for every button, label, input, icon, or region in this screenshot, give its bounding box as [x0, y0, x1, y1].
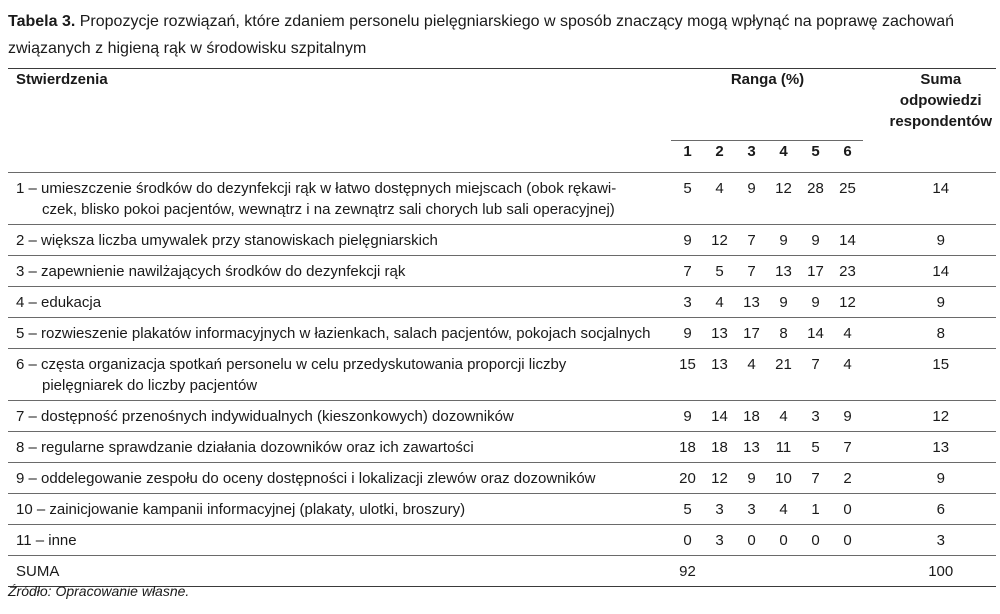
rank-number: 5: [799, 141, 831, 173]
total-row: [8, 556, 996, 587]
table-caption: [8, 8, 992, 62]
statement-cell: [8, 256, 671, 287]
statement-cell: [8, 349, 671, 401]
statement-text: [16, 530, 667, 551]
rank-value: 17: [799, 256, 831, 287]
statement-text: [16, 230, 667, 251]
rank-value: 14: [831, 225, 863, 256]
rank-value: 7: [735, 225, 767, 256]
rank-number: 4: [767, 141, 799, 173]
rank-value: 0: [831, 525, 863, 556]
statement-line: 10 – zainicjowanie kampanii informacyjnej (plakaty, ulotki, broszury): [16, 501, 466, 518]
rank-value: 9: [671, 401, 703, 432]
rank-value: 10: [767, 463, 799, 494]
table-label: Tabela 3.: [8, 13, 76, 30]
rank-value: 9: [799, 225, 831, 256]
rank-value: 13: [735, 432, 767, 463]
rank-value: 0: [831, 494, 863, 525]
statement-line: pielęgniarek do liczby pacjentów: [42, 377, 258, 394]
sum-value: 14: [885, 173, 996, 225]
rank-value: 12: [767, 173, 799, 225]
rank-value: 23: [831, 256, 863, 287]
rank-value: 12: [703, 463, 735, 494]
rank-value: 4: [831, 349, 863, 401]
rank-value: 9: [831, 401, 863, 432]
rank-value: 20: [671, 463, 703, 494]
rank-value: 9: [799, 287, 831, 318]
sum-value: 13: [885, 432, 996, 463]
rank-value: 25: [831, 173, 863, 225]
sum-value: 9: [885, 287, 996, 318]
rank-value: 3: [735, 494, 767, 525]
total-label: SUMA: [8, 556, 671, 587]
header-sum-line1: Suma: [920, 71, 962, 88]
rank-value: 15: [671, 349, 703, 401]
header-row: [8, 69, 996, 141]
sum-value: 3: [885, 525, 996, 556]
rank-value: 2: [831, 463, 863, 494]
data-table: [8, 68, 996, 587]
rank-value: 4: [703, 173, 735, 225]
rank-value: 8: [767, 318, 799, 349]
rank-value: 0: [671, 525, 703, 556]
rank-value: 9: [735, 173, 767, 225]
table-title: Propozycje rozwiązań, które zdaniem personelu pielęgniarskiego w sposób znaczący mogą wpłynąć na poprawę zachowań związanych z higieną rąk w środowisku szpitalnym: [8, 13, 955, 57]
statement-cell: [8, 287, 671, 318]
statement-text: [16, 354, 667, 396]
rank-value: 17: [735, 318, 767, 349]
statement-cell: [8, 401, 671, 432]
table-row: [8, 494, 996, 525]
rank-value: 5: [703, 256, 735, 287]
rank-value: 4: [767, 494, 799, 525]
statement-text: [16, 406, 667, 427]
rank-value: 1: [799, 494, 831, 525]
statement-cell: [8, 525, 671, 556]
rank-value: 12: [703, 225, 735, 256]
header-sum: [885, 69, 996, 141]
table-row: [8, 287, 996, 318]
rank-value: 18: [671, 432, 703, 463]
sum-value: 9: [885, 225, 996, 256]
total-rank-value: 92: [671, 556, 703, 587]
statement-line: 1 – umieszczenie środków do dezynfekcji rąk w łatwo dostępnych miejscach (obok rękawi-: [16, 180, 617, 197]
statement-cell: [8, 173, 671, 225]
statement-text: [16, 292, 667, 313]
rank-value: 5: [671, 494, 703, 525]
table-row: [8, 173, 996, 225]
statement-text: [16, 437, 667, 458]
table-row: [8, 318, 996, 349]
sum-value: 6: [885, 494, 996, 525]
rank-value: 12: [831, 287, 863, 318]
statement-cell: [8, 225, 671, 256]
header-statements: Stwierdzenia: [8, 69, 671, 141]
sum-value: 8: [885, 318, 996, 349]
rank-value: 18: [735, 401, 767, 432]
rank-value: 11: [767, 432, 799, 463]
rank-value: 13: [703, 318, 735, 349]
sum-value: 12: [885, 401, 996, 432]
header-sum-line2: odpowiedzi: [899, 92, 982, 109]
rank-value: 5: [671, 173, 703, 225]
rank-value: 9: [671, 225, 703, 256]
header-rank: Ranga (%): [671, 69, 863, 141]
statement-line: 2 – większa liczba umywalek przy stanowiskach pielęgniarskich: [16, 232, 438, 249]
rank-number: 6: [831, 141, 863, 173]
rank-value: 21: [767, 349, 799, 401]
statement-line: 4 – edukacja: [16, 294, 102, 311]
table-row: [8, 401, 996, 432]
rank-value: 9: [767, 225, 799, 256]
rank-value: 3: [703, 494, 735, 525]
source-note: Źródło: Opracowanie własne.: [8, 583, 190, 599]
rank-value: 3: [703, 525, 735, 556]
table-row: [8, 349, 996, 401]
statement-text: [16, 261, 667, 282]
rank-value: 9: [735, 463, 767, 494]
rank-number-row: [8, 141, 996, 173]
rank-value: 7: [799, 349, 831, 401]
rank-value: 13: [767, 256, 799, 287]
statement-line: 6 – częsta organizacja spotkań personelu w celu przedyskutowania proporcji liczby: [16, 356, 567, 373]
statement-text: [16, 499, 667, 520]
rank-value: 7: [799, 463, 831, 494]
rank-value: 3: [799, 401, 831, 432]
statement-line: 3 – zapewnienie nawilżających środków do dezynfekcji rąk: [16, 263, 406, 280]
statement-text: [16, 178, 667, 220]
rank-value: 3: [671, 287, 703, 318]
rank-value: 0: [735, 525, 767, 556]
rank-value: 7: [831, 432, 863, 463]
statement-line: 9 – oddelegowanie zespołu do oceny dostępności i lokalizacji zlewów oraz dozowników: [16, 470, 596, 487]
rank-number: 3: [735, 141, 767, 173]
statement-line: czek, blisko pokoi pacjentów, wewnątrz i na zewnątrz sali chorych lub sali operacyjnej): [42, 201, 615, 218]
rank-value: 4: [735, 349, 767, 401]
rank-value: 4: [831, 318, 863, 349]
statement-line: 7 – dostępność przenośnych indywidualnych (kieszonkowych) dozowników: [16, 408, 514, 425]
rank-value: 13: [703, 349, 735, 401]
rank-value: 5: [799, 432, 831, 463]
rank-value: 9: [767, 287, 799, 318]
statement-text: [16, 468, 667, 489]
rank-value: 28: [799, 173, 831, 225]
rank-value: 4: [767, 401, 799, 432]
statement-cell: [8, 318, 671, 349]
rank-value: 9: [671, 318, 703, 349]
table-row: [8, 256, 996, 287]
total-sum-value: 100: [885, 556, 996, 587]
rank-value: 4: [703, 287, 735, 318]
table-row: [8, 225, 996, 256]
sum-value: 9: [885, 463, 996, 494]
sum-value: 15: [885, 349, 996, 401]
statement-cell: [8, 463, 671, 494]
rank-value: 18: [703, 432, 735, 463]
rank-value: 7: [671, 256, 703, 287]
rank-number: 2: [703, 141, 735, 173]
table-row: [8, 432, 996, 463]
table-row: [8, 463, 996, 494]
table-row: [8, 525, 996, 556]
statement-line: 8 – regularne sprawdzanie działania dozowników oraz ich zawartości: [16, 439, 474, 456]
rank-value: 7: [735, 256, 767, 287]
statement-text: [16, 323, 667, 344]
rank-value: 0: [799, 525, 831, 556]
header-sum-line3: respondentów: [889, 113, 992, 130]
statement-cell: [8, 432, 671, 463]
sum-value: 14: [885, 256, 996, 287]
rank-value: 14: [703, 401, 735, 432]
statement-cell: [8, 494, 671, 525]
statement-line: 5 – rozwieszenie plakatów informacyjnych w łazienkach, salach pacjentów, pokojach socjalnych: [16, 325, 651, 342]
rank-value: 0: [767, 525, 799, 556]
statement-line: 11 – inne: [16, 532, 77, 549]
rank-value: 14: [799, 318, 831, 349]
rank-number: 1: [671, 141, 703, 173]
rank-value: 13: [735, 287, 767, 318]
